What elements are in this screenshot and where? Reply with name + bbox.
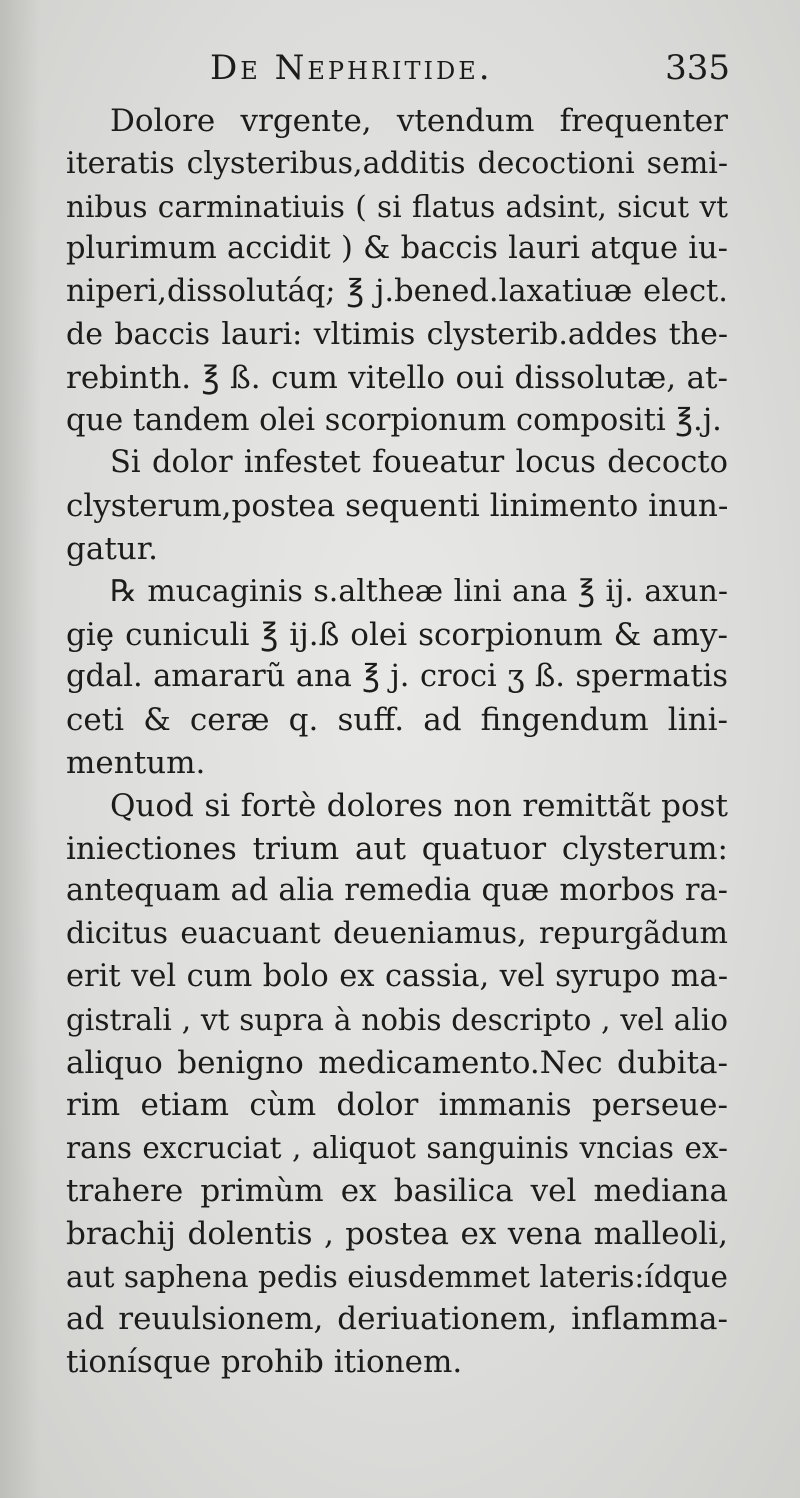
paragraph [66,785,728,1384]
text-line: aliquo benigno medicamento.Nec dubita- [66,1044,728,1081]
paragraph [66,571,728,785]
page-number: 335 [665,48,730,88]
text-line: gatur. [66,530,159,567]
text-line: ceti & ceræ q. suff. ad fingendum lini- [66,702,728,739]
text-line: ℞ mucaginis s.altheæ lini ana ℥ ij. axun- [110,573,728,609]
text-line: clysterum,postea sequenti linimento inun- [66,488,729,525]
text-line: rim etiam cùm dolor immanis perseue- [66,1087,728,1124]
text-line: rebinth. ℥ ß. cum vitello oui dissolutæ, at- [66,359,728,396]
text-line: tionísque prohib itionem. [66,1344,463,1381]
text-line: niperi,dissolutáq; ℥ j.bened.laxatiuæ elect. [66,274,728,310]
text-line: giȩ cuniculi ℥ ij.ß olei scorpionum & amy- [66,616,728,653]
text-line: iteratis clysteribus,additis decoctioni semi- [66,145,728,181]
text-line: gistrali , vt supra à nobis descripto , vel alio [66,1002,728,1037]
text-line: brachij dolentis , postea ex vena malleoli, [66,1215,728,1252]
text-line: rans excruciat , aliquot sanguinis vncias ex- [66,1131,728,1166]
text-line: que tandem olei scorpionum compositi ℥.j. [66,402,722,438]
text-line: Quod si fortè dolores non remittãt post [110,787,728,824]
text-line: mentum. [66,744,206,781]
paragraph [66,100,728,442]
paragraph [66,442,728,570]
text-line: dicitus euacuant deueniamus, repurgãdum [66,916,728,952]
text-line: ad reuulsionem, deriuationem, inflamma- [66,1301,728,1338]
text-line: trahere primùm ex basilica vel mediana [66,1172,728,1209]
text-line: nibus carminatiuis ( si flatus adsint, sicut vt [66,189,728,224]
text-line: Si dolor infestet foueatur locus decocto [110,445,728,481]
text-line: antequam ad alia remedia quæ morbos ra- [66,873,728,909]
text-line: Dolore vrgente, vtendum frequenter [110,103,728,139]
text-line: erit vel cum bolo ex cassia, vel syrupo ma- [66,958,728,994]
text-line: gdal. amararũ ana ℥ j. croci ʒ ß. spermatis [66,659,728,695]
text-line: plurimum accidit ) & baccis lauri atque iu- [66,231,728,267]
text-line: de baccis lauri: vltimis clysterib.addes the- [66,316,728,352]
text-body [66,100,728,1384]
page-header [210,48,730,96]
running-head: De Nephritide. [210,48,493,88]
text-line: iniectiones trium aut quatuor clysterum: [66,830,728,867]
text-line: aut saphena pedis eiusdemmet lateris:ídque [66,1259,728,1294]
